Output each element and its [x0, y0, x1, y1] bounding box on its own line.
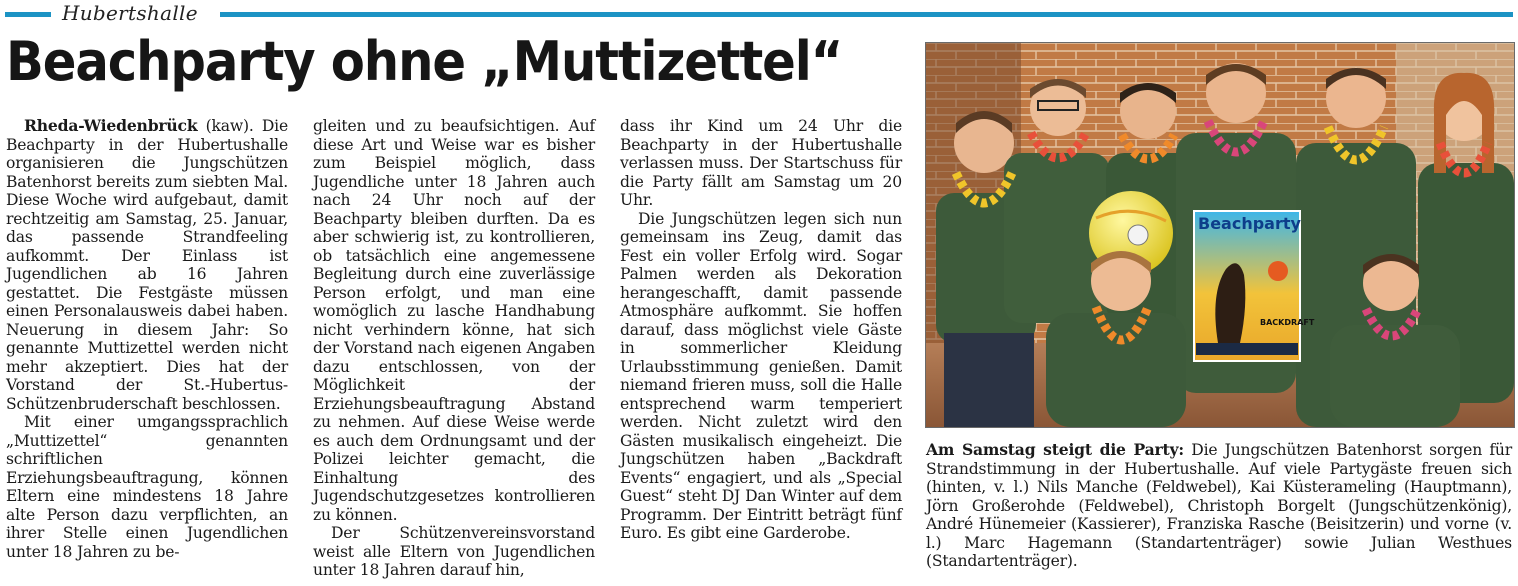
- paragraph-text: Die Jungschützen legen sich nun gemeinsam ins Zeug, damit das Fest ein voller Erfolg wird. Sogar Palmen werden als Dekoration herangeschafft, damit passende Atmosphäre aufkommt. Sie hoffen darauf, dass möglichst viele Gäste in sommerlicher Kleidung Urlaubsstimmung genießen. Damit niemand frieren muss, soll die Halle entsprechend warm temperiert werden. Nicht zuletzt wird den Gästen musikalisch eingeheizt. Die Jungschützen haben „Backdraft Events“ engagiert, und als „Special Guest“ steht DJ Dan Winter auf dem Programm. Der Eintritt beträgt fünf Euro. Es gibt eine Garderobe.: [620, 209, 902, 542]
- paragraph-text: gleiten und zu beaufsichtigen. Auf diese Art und Weise war es bisher zum Beispiel möglich, dass Jugendliche unter 18 Jahren auch nach 24 Uhr noch auf der Beachparty bleiben durften. Da es aber schwierig ist, zu kontrollieren, ob tatsächlich eine angemessene Begleitung durch eine zuverlässige Person erfolgt, und man eine womöglich zu lasche Handhabung nicht verhindern könne, hat sich der Vorstand nach eigenen Angaben dazu entschlossen, von der Möglichkeit der Erziehungsbeauftragung Abstand zu nehmen. Auf diese Weise werde es auch dem Ordnungsamt und der Polizei leichter gemacht, die Einhaltung des Jugendschutzgesetzes kontrollieren zu können.: [313, 117, 595, 524]
- poster-logo: BACKDRAFT: [1260, 318, 1315, 327]
- paragraph-text: Mit einer umgangssprachlich „Muttizettel“ genannten schriftlichen Erziehungsbeauftragung, können Eltern eine mindestens 18 Jahre alte Person dazu verpflichten, an ihrer Stelle einen Jugendlichen unter 18 Jahren zu be-: [6, 413, 288, 561]
- paragraph: [620, 117, 902, 210]
- beachparty-poster: [1194, 211, 1315, 361]
- paragraph-text: Der Schützenvereinsvorstand weist alle Eltern von Jugendlichen unter 18 Jahren darauf hin,: [313, 524, 595, 579]
- paragraph: [620, 210, 902, 543]
- poster-title: Beachparty: [1198, 214, 1301, 233]
- paragraph: [313, 524, 595, 580]
- paragraph: [6, 117, 288, 413]
- paragraph-text: dass ihr Kind um 24 Uhr die Beachparty in der Hubertushalle verlassen muss. Der Startschuss für die Party fällt am Samstag um 20 Uhr.: [620, 117, 902, 209]
- article-column-2: [313, 117, 595, 580]
- group-photo: [925, 42, 1515, 428]
- section-label: Hubertshalle: [62, 1, 198, 25]
- photo-caption: [926, 441, 1512, 571]
- paragraph-text: (kaw). Die Beachparty in der Hubertushalle organisieren die Jungschützen Batenhorst bereits zum siebten Mal. Diese Woche wird aufgebaut, damit rechtzeitig am Samstag, 25. Januar, das passende Strandfeeling aufkommt. Der Einlass ist Jugendlichen ab 16 Jahren gestattet. Die Festgäste müssen einen Personalausweis dabei haben. Neuerung in diesem Jahr: So genannte Muttizettel werden nicht mehr akzeptiert. Dies hat der Vorstand der St.-Hubertus-Schützenbruderschaft beschlossen.: [6, 117, 288, 413]
- section-rule-right: [220, 12, 1513, 17]
- group-photo-illustration: [926, 43, 1514, 427]
- dateline: Rheda-Wiedenbrück: [24, 116, 198, 135]
- article-column-1: [6, 117, 288, 561]
- caption-text: Die Jungschützen Batenhorst sorgen für Strandstimmung in der Hubertushalle. Auf viele Partygäste freuen sich (hinten, v. l.) Nils Manche (Feldwebel), Kai Küsterameling (Hauptmann), Jörn Großerohde (Feldwebel), Christoph Borgelt (Jungschützenkönig), André Hünemeier (Kassierer), Franziska Rasche (Beisitzerin) und vorne (v. l.) Marc Hagemann (Standartenträger) sowie Julian Westhues (Standartenträger).: [926, 441, 1512, 570]
- section-rule-left: [5, 12, 51, 17]
- paragraph: [313, 117, 595, 524]
- article-column-3: [620, 117, 902, 543]
- paragraph: [6, 413, 288, 561]
- headline: Beachparty ohne „Muttizettel“: [6, 30, 843, 93]
- caption-lead: Am Samstag steigt die Party:: [926, 440, 1184, 459]
